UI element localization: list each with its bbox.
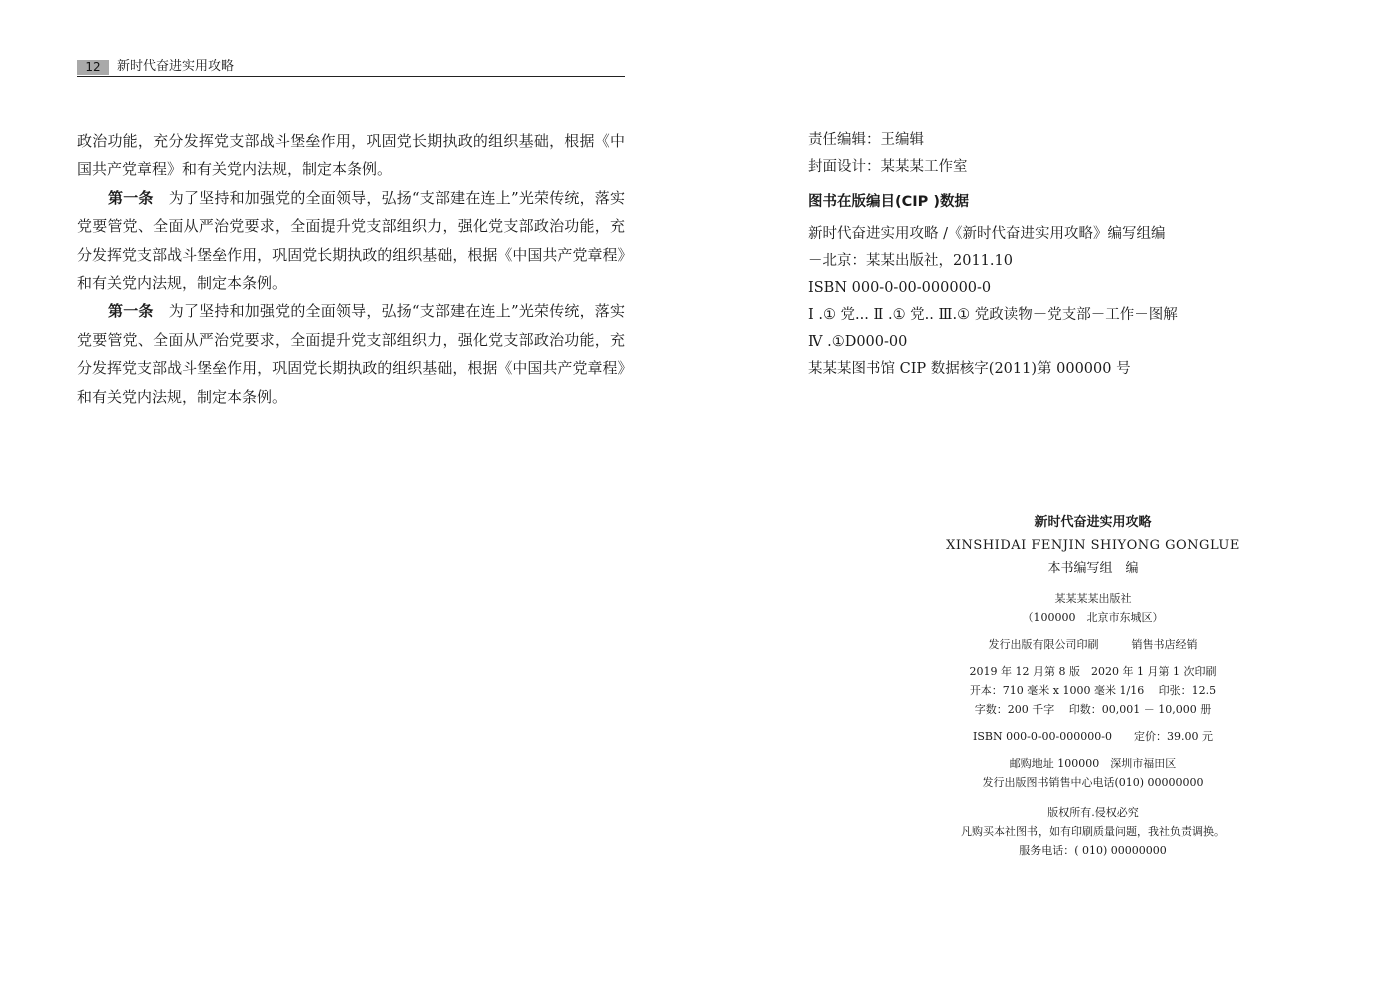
paragraph [77,127,625,184]
running-title: 新时代奋进实用攻略 [117,59,235,74]
running-header [77,58,625,76]
cip-title: 图书在版编目(CIP )数据 [808,194,969,210]
publisher-address: （100000 北京市东城区） [1022,611,1164,624]
cip-line: －北京：某某出版社，2011.10 [808,253,1013,269]
book-title: 新时代奋进实用攻略 [1034,515,1152,530]
format-info: 开本：710 毫米 x 1000 毫米 1/16 印张：12.5 [969,684,1217,697]
copyright-info [808,127,1268,383]
editor-line: 本书编写组 编 [1047,561,1139,576]
word-count-info: 字数：200 千字 印数：00,001 － 10,000 册 [974,703,1212,716]
article-heading: 第一条 [108,302,154,321]
article-heading: 第一条 [108,188,154,207]
cip-line: ISBN 000-0-00-000000-0 [808,280,992,296]
page-number: 12 [77,60,109,75]
editor-credit: 责任编辑：王编辑 [808,132,924,148]
publisher: 某某某某出版社 [1054,592,1132,605]
isbn-price: ISBN 000-0-00-000000-0 定价：39.00 元 [973,730,1213,743]
quality-notice: 凡购买本社图书，如有印刷质量问题，我社负责调换。 [961,825,1225,838]
cip-line: 某某某图书馆 CIP 数据核字(2011)第 000000 号 [808,361,1131,377]
cip-line: Ⅳ .①D000-00 [808,334,908,350]
paragraph-text: 为了坚持和加强党的全面领导，弘扬“支部建在连上”光荣传统，落实党要管党、全面从严治党要求，全面提升党支部组织力，强化党支部政治功能，充分发挥党支部战斗堡垒作用，巩固党长期执政的组织基础，根据《中国共产党章程》和有关党内法规，制定本条例。 [77,302,625,406]
copyright-notice: 版权所有.侵权必究 [1047,806,1139,819]
pinyin-title: XINSHIDAI FENJIN SHIYONG GONGLUE [946,538,1240,553]
paragraph-text: 政治功能，充分发挥党支部战斗堡垒作用，巩固党长期执政的组织基础，根据《中国共产党章程》和有关党内法规，制定本条例。 [77,132,625,179]
mail-address: 邮购地址 100000 深圳市福田区 [1009,757,1177,770]
edition-info: 2019 年 12 月第 8 版 2020 年 1 月第 1 次印刷 [969,665,1217,678]
service-phone: 服务电话：( 010) 00000000 [1019,844,1167,857]
sales-phone: 发行出版图书销售中心电话(010) 00000000 [982,776,1204,789]
cip-line: Ⅰ .① 党... Ⅱ .① 党.. Ⅲ.① 党政读物－党支部－工作－图解 [808,307,1178,323]
cover-design-credit: 封面设计：某某某工作室 [808,159,968,175]
paragraph-text: 为了坚持和加强党的全面领导，弘扬“支部建在连上”光荣传统，落实党要管党、全面从严治党要求，全面提升党支部组织力，强化党支部政治功能，充分发挥党支部战斗堡垒作用，巩固党长期执政的组织基础，根据《中国共产党章程》和有关党内法规，制定本条例。 [77,188,625,293]
paragraph [77,184,625,298]
colophon [868,511,1318,860]
printing-info: 发行出版有限公司印刷 销售书店经销 [988,638,1198,651]
cip-line: 新时代奋进实用攻略 /《新时代奋进实用攻略》编写组编 [808,226,1166,242]
paragraph [77,297,625,411]
left-page-body [77,127,625,411]
header-rule [77,76,625,77]
